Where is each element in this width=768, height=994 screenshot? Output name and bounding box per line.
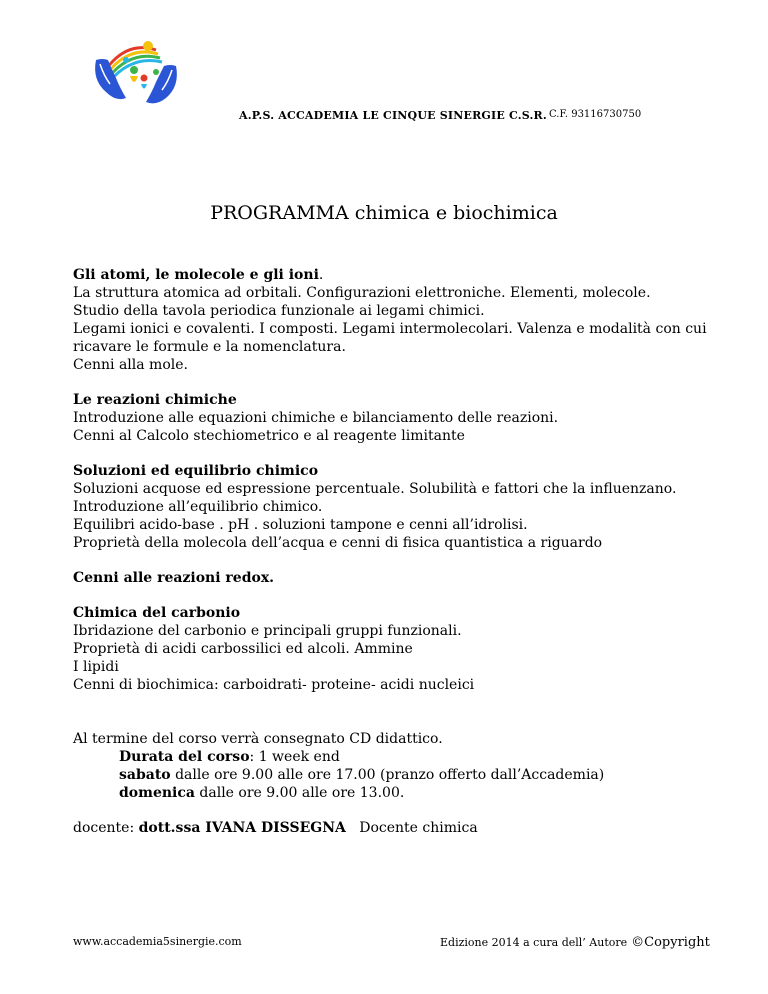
section-redox <box>73 569 723 587</box>
sunday-label: domenica <box>119 785 195 801</box>
section-line: Proprietà di acidi carbossilici ed alcoli. Ammine <box>73 641 413 657</box>
edition-text: Edizione 2014 a cura dell’ Autore <box>440 936 628 949</box>
section-carbon <box>73 604 723 694</box>
duration-value: : 1 week end <box>249 749 340 765</box>
section-line: ricavare le formule e la nomenclatura. <box>73 339 346 355</box>
section-line: I lipidi <box>73 659 119 675</box>
section-title: Soluzioni ed equilibrio chimico <box>73 463 319 479</box>
title-bold: PROGRAMMA <box>210 202 349 224</box>
course-info <box>73 730 723 802</box>
footer-website: www.accademia5sinergie.com <box>73 935 242 948</box>
section-line: Introduzione alle equazioni chimiche e bilanciamento delle reazioni. <box>73 410 559 426</box>
section-title: Le reazioni chimiche <box>73 392 237 408</box>
section-title: Gli atomi, le molecole e gli ioni <box>73 267 319 283</box>
organization-name: A.P.S. ACCADEMIA LE CINQUE SINERGIE C.S.R. <box>239 109 547 122</box>
logo <box>86 30 186 110</box>
section-title-suffix: . <box>318 267 324 283</box>
tax-code: C.F. 93116730750 <box>549 109 642 120</box>
title-rest: chimica e biochimica <box>348 202 558 224</box>
course-intro: Al termine del corso verrà consegnato CD didattico. <box>73 731 443 747</box>
teacher-line <box>73 819 723 837</box>
saturday-value: dalle ore 9.00 alle ore 17.00 (pranzo offerto dall’Accademia) <box>170 767 605 783</box>
section-solutions <box>73 462 723 552</box>
teacher-name: dott.ssa IVANA DISSEGNA <box>138 820 346 836</box>
section-line: Ibridazione del carbonio e principali gruppi funzionali. <box>73 623 462 639</box>
section-title: Chimica del carbonio <box>73 605 241 621</box>
five-synergies-hands-logo-icon <box>86 30 186 110</box>
course-duration <box>73 748 723 766</box>
page-title <box>0 202 768 224</box>
saturday-label: sabato <box>119 767 171 783</box>
section-line: Equilibri acido-base . pH . soluzioni tampone e cenni all’idrolisi. <box>73 517 528 533</box>
section-line: Proprietà della molecola dell’acqua e cenni di fisica quantistica a riguardo <box>73 535 603 551</box>
copyright-text: ©Copyright <box>631 935 710 950</box>
section-reactions <box>73 391 723 445</box>
footer-edition <box>440 935 710 950</box>
section-line: Studio della tavola periodica funzionale ai legami chimici. <box>73 303 485 319</box>
duration-label: Durata del corso <box>119 749 250 765</box>
program-body <box>73 266 723 837</box>
section-line: Cenni alla mole. <box>73 357 188 373</box>
section-atoms <box>73 266 723 374</box>
course-saturday <box>73 766 723 784</box>
sunday-value: dalle ore 9.00 alle ore 13.00. <box>194 785 405 801</box>
course-sunday <box>73 784 723 802</box>
section-line: La struttura atomica ad orbitali. Configurazioni elettroniche. Elementi, molecole. <box>73 285 651 301</box>
teacher-label: docente: <box>73 820 139 836</box>
section-line: Introduzione all’equilibrio chimico. <box>73 499 323 515</box>
section-title: Cenni alle reazioni redox. <box>73 570 275 586</box>
section-line: Cenni di biochimica: carboidrati- proteine- acidi nucleici <box>73 677 475 693</box>
teacher-role: Docente chimica <box>345 820 478 836</box>
section-line: Legami ionici e covalenti. I composti. Legami intermolecolari. Valenza e modalità con cui <box>73 321 707 337</box>
section-line: Cenni al Calcolo stechiometrico e al reagente limitante <box>73 428 465 444</box>
section-line: Soluzioni acquose ed espressione percentuale. Solubilità e fattori che la influenzano. <box>73 481 677 497</box>
